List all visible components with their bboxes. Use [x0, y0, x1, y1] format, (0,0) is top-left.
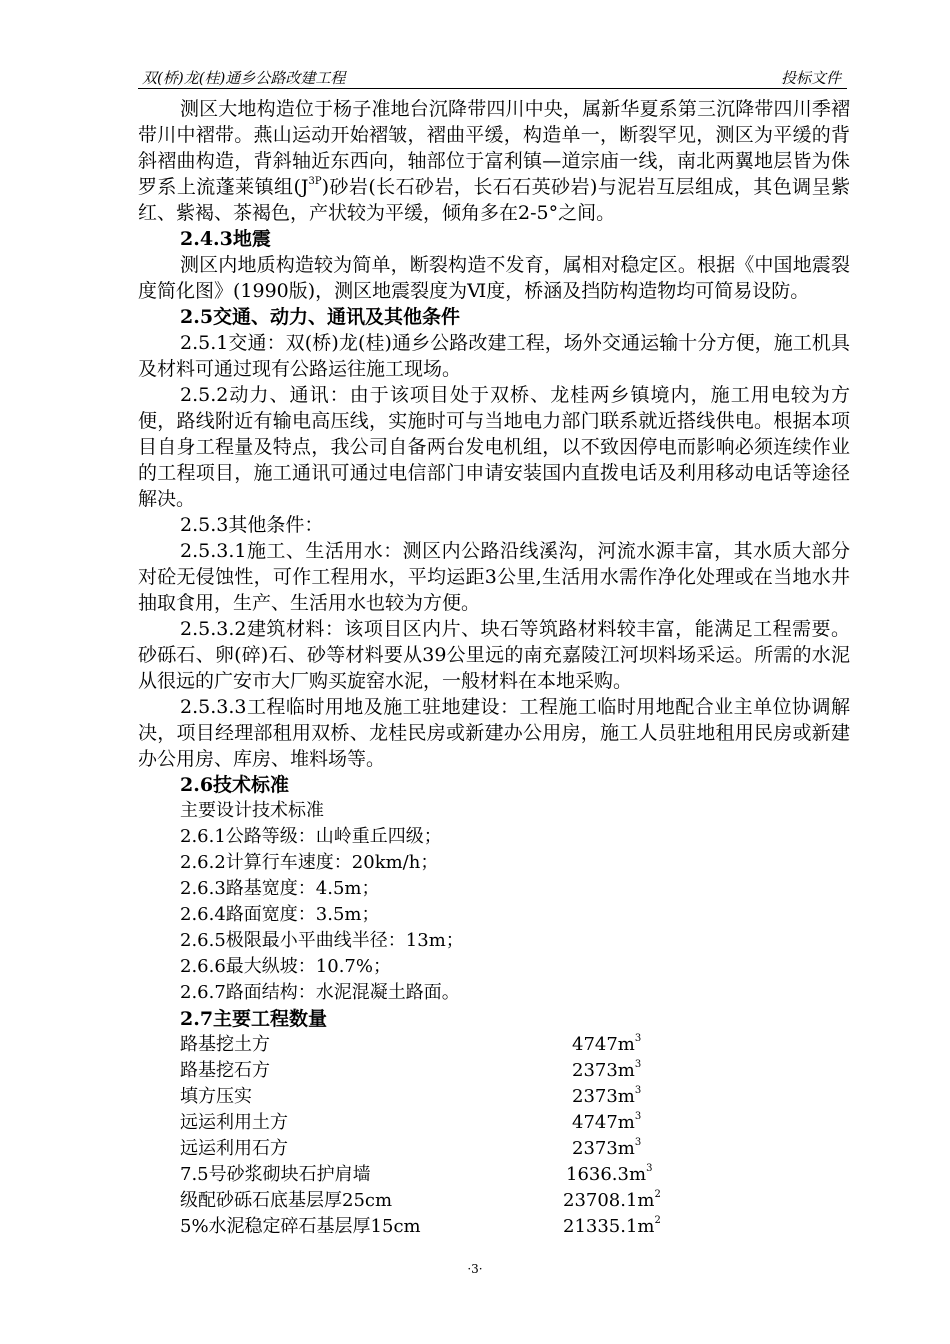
section-2-5-3-1-paragraph: 2.5.3.1施工、生活用水：测区内公路沿线溪沟，河流水源丰富，其水质大部分对砼无侵蚀性，可作工程用水，平均运距3公里,生活用水需作净化处理或在当地水井抽取食用，生产、生活用水也较为方便。	[138, 540, 850, 614]
quantity-row	[138, 1162, 850, 1188]
page-number: ·3·	[467, 1262, 483, 1276]
quantity-row	[138, 1136, 850, 1162]
standard-item: 2.6.5极限最小平曲线半径：13m；	[180, 930, 464, 951]
section-2-5-3-paragraph: 2.5.3其他条件：	[180, 514, 324, 536]
geology-superscript: 3P	[308, 175, 322, 187]
quantity-value: $2373m^3$	[572, 1059, 642, 1081]
quantity-row	[138, 1058, 850, 1084]
quantity-row	[138, 1214, 850, 1240]
geology-paragraph	[138, 96, 850, 226]
quantity-row	[138, 1188, 850, 1214]
quantity-value: $4747m^3$	[572, 1033, 642, 1055]
section-2-5-3-2-paragraph: 2.5.3.2建筑材料：该项目区内片、块石等筑路材料较丰富，能满足工程需要。砂砾石、卵(碎)石、砂等材料要从39公里远的南充嘉陵江河坝料场采运。所需的水泥从很远的广安市大厂购买旋窑水泥，一般材料在本地采购。	[138, 618, 850, 692]
quantity-name: 填方压实	[180, 1086, 252, 1107]
section-2-4-3-text: 测区内地质构造较为简单，断裂构造不发育，属相对稳定区。根据《中国地震裂度简化图》(1990版)，测区地震裂度为Ⅵ度，桥涵及挡防构造物均可简易设防。	[138, 254, 850, 302]
quantity-row	[138, 1110, 850, 1136]
quantity-name: 路基挖石方	[180, 1060, 270, 1081]
standard-item: 2.6.1公路等级：山岭重丘四级；	[180, 826, 442, 847]
section-2-4-3-heading: 2.4.3地震	[180, 228, 271, 250]
quantity-value: $23708.1m^2$	[563, 1189, 661, 1211]
section-2-5-1-paragraph: 2.5.1交通：双(桥)龙(桂)通乡公路改建工程，场外交通运输十分方便，施工机具及材料可通过现有公路运往施工现场。	[138, 332, 850, 380]
quantity-value: $2373m^3$	[572, 1085, 642, 1107]
header-project-title: 双(桥)龙(桂)通乡公路改建工程	[142, 69, 346, 87]
page-header	[138, 66, 847, 89]
header-document-type: 投标文件	[780, 69, 841, 87]
standard-item: 2.6.3路基宽度：4.5m；	[180, 878, 380, 899]
quantity-name: 5%水泥稳定碎石基层厚15cm	[180, 1216, 421, 1237]
quantity-row	[138, 1084, 850, 1110]
section-2-5-2-paragraph: 2.5.2动力、通讯：由于该项目处于双桥、龙桂两乡镇境内，施工用电较为方便，路线附近有输电高压线，实施时可与当地电力部门联系就近搭线供电。根据本项目自身工程量及特点，我公司自备两台发电机组，以不致因停电而影响必须连续作业的工程项目，施工通讯可通过电信部门申请安装国内直拨电话及利用移动电话等途径解决。	[138, 384, 850, 510]
standard-item: 2.6.2计算行车速度：20km/h；	[180, 852, 439, 873]
standard-item: 2.6.6最大纵坡：10.7%；	[180, 956, 391, 977]
section-2-5-3-3-paragraph: 2.5.3.3工程临时用地及施工驻地建设：工程施工临时用地配合业主单位协调解决，项目经理部租用双桥、龙桂民房或新建办公用房，施工人员驻地租用民房或新建办公用房、库房、堆料场等。	[138, 696, 850, 770]
geology-text-tail: )砂岩(长石砂岩，长石石英砂岩)与泥岩互层组成，其色调呈紫红、紫褐、茶褐色，产状较为平缓，倾角多在2-5°之间。	[138, 176, 851, 224]
section-2-5-heading: 2.5交通、动力、通讯及其他条件	[180, 306, 461, 328]
quantity-value: $2373m^3$	[572, 1137, 642, 1159]
geology-text: 测区大地构造位于杨子准地台沉降带四川中央，属新华夏系第三沉降带四川季褶带川中褶带。燕山运动开始褶皱，褶曲平缓，构造单一，断裂罕见，测区为平缓的背斜褶曲构造，背斜轴近东西向，轴部位于富利镇—道宗庙一线，南北两翼地层皆为侏罗系上流蓬莱镇组(J	[138, 98, 850, 198]
quantity-value: $1636.3m^3$	[566, 1163, 653, 1185]
quantity-name: 7.5号砂浆砌块石护肩墙	[180, 1164, 371, 1185]
standard-item: 2.6.4路面宽度：3.5m；	[180, 904, 380, 925]
quantity-name: 远运利用土方	[180, 1112, 288, 1133]
section-2-7-heading: 2.7主要工程数量	[180, 1008, 328, 1030]
section-2-6-intro: 主要设计技术标准	[180, 800, 324, 821]
standard-item: 2.6.7路面结构：水泥混凝土路面。	[180, 982, 460, 1003]
quantity-list	[138, 1032, 850, 1240]
document-body	[138, 96, 850, 1240]
quantity-name: 远运利用石方	[180, 1138, 288, 1159]
quantity-row	[138, 1032, 850, 1058]
quantity-name: 路基挖土方	[180, 1034, 270, 1055]
quantity-name: 级配砂砾石底基层厚25cm	[180, 1190, 393, 1211]
quantity-value: $21335.1m^2$	[563, 1215, 661, 1237]
quantity-value: $4747m^3$	[572, 1111, 642, 1133]
section-2-6-heading: 2.6技术标准	[180, 774, 290, 796]
